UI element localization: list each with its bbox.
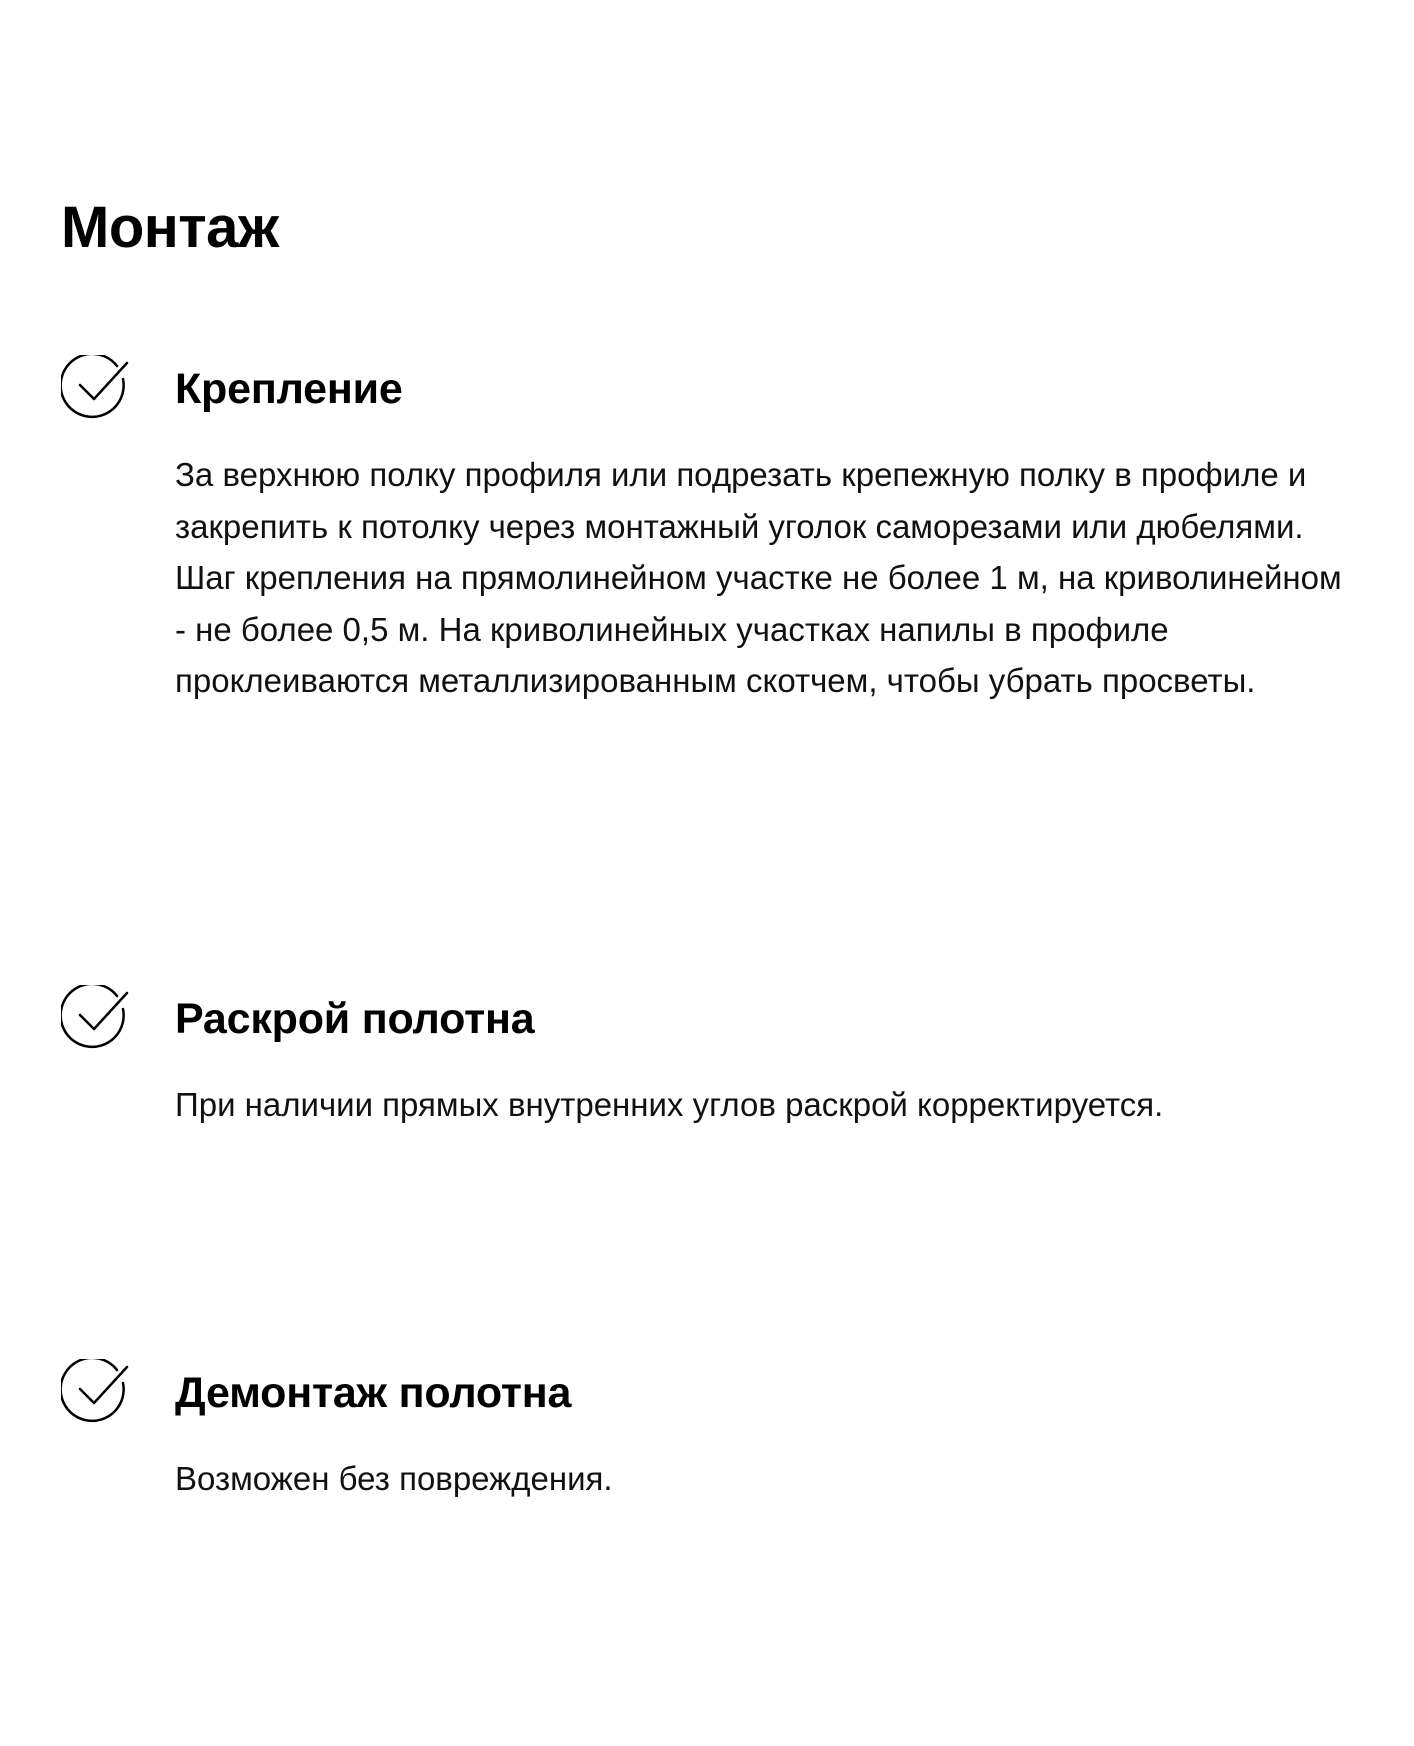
check-circle-icon: [61, 355, 131, 425]
section-title: Демонтаж полотна: [175, 1369, 572, 1417]
check-circle-icon: [61, 1359, 131, 1429]
section-text: При наличии прямых внутренних углов раскрой корректируется.: [175, 1086, 1164, 1123]
section-title: Раскрой полотна: [175, 995, 535, 1043]
section-text: За верхнюю полку профиля или подрезать крепежную полку в профиле и закрепить к потолку через монтажный уголок саморезами или дюбелями. Шаг крепления на прямолинейном участке не более 1 м, на криволинейном - не более 0,5 м. На криволинейных участках напилы в профиле проклеиваются металлизированным скотчем, чтобы убрать просветы.: [175, 456, 1342, 699]
section-text: Возможен без повреждения.: [175, 1460, 613, 1497]
section-title: Крепление: [175, 365, 403, 413]
check-circle-icon: [61, 985, 131, 1055]
page-title: Монтаж: [61, 195, 279, 260]
